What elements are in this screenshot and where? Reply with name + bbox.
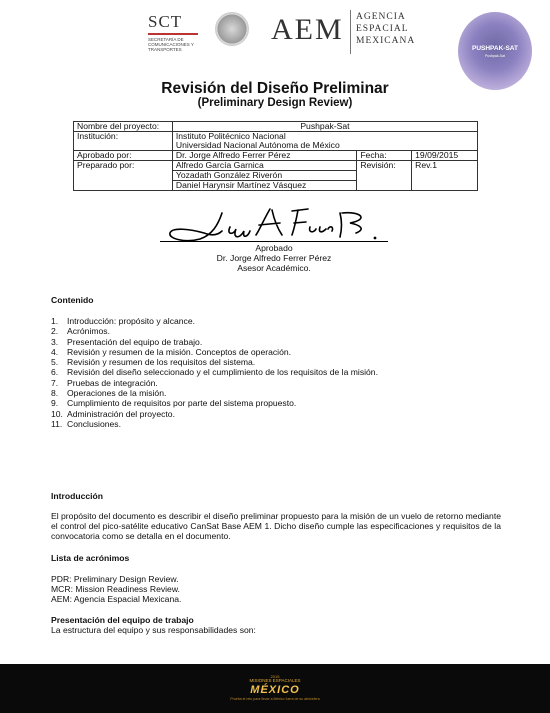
list-item-number: 4. [51,346,59,357]
list-item-text: Cumplimiento de requisitos por parte del sistema propuesto. [67,398,297,409]
pushpak-sat-badge-logo [458,12,532,90]
institution-label: Institución: [74,132,173,151]
approved-name: Dr. Jorge Alfredo Ferrer Pérez [216,253,332,263]
contents-list [51,316,378,429]
list-item-text: Conclusiones. [67,418,121,429]
prepared-3: Daniel Harynsir Martínez Vásquez [172,181,356,191]
list-item [51,316,378,326]
date-value: 19/09/2015 [412,151,478,161]
sct-acronym: SCT [148,12,183,31]
acronym-item: MCR: Mission Readiness Review. [51,584,180,594]
document-subtitle: (Preliminary Design Review) [197,97,353,109]
list-item-number: 6. [51,367,59,378]
footer-banner [0,664,550,713]
agency-line-1: AGENCIA [356,12,406,22]
list-item-number: 5. [51,357,59,368]
badge-text: PUSHPAK-SAT [472,45,518,52]
table-row [74,151,478,161]
project-value: Pushpak-Sat [172,122,477,132]
list-item-text: Revisión del diseño seleccionado y el cumplimiento de los requisitos de la misión. [67,367,378,378]
footer-brand: MÉXICO [250,684,300,696]
acronym-item: AEM: Agencia Espacial Mexicana. [51,594,182,604]
footer-tagline: Prueba el reto para llevar a México fuera de su atmósfera [230,697,320,701]
list-item [51,388,378,398]
list-item-text: Administración del proyecto. [67,408,175,419]
table-row [74,122,478,132]
approved-caption: Aprobado [255,243,293,253]
mexico-seal-icon [215,12,249,46]
list-item-number: 11. [51,418,63,429]
acronym-item: PDR: Preliminary Design Review. [51,574,179,584]
agency-line-3: MEXICANA [356,36,416,46]
institution-2: Universidad Nacional Autónoma de México [175,140,340,150]
footer-missions: MISIONES ESPACIALES [249,678,301,683]
list-item-text: Presentación del equipo de trabajo. [67,336,203,347]
list-item-text: Acrónimos. [67,326,110,337]
list-item [51,409,378,419]
list-item [51,419,378,429]
team-paragraph: La estructura del equipo y sus responsabilidades son: [51,625,256,635]
footer-year: 2015 [270,674,280,679]
intro-paragraph: El propósito del documento es describir el diseño preliminar propuesto para la misión de un vuelo de retorno mediante el control del pico-satélite educativo CanSat Base AEM 1. Dicho diseño cumple las especificaciones y requisitos de la convocatoria como se detalla en el documento. [51,511,501,542]
list-item-number: 2. [51,326,59,337]
approved-role: Asesor Académico. [237,263,311,273]
list-item-number: 1. [51,316,59,326]
revision-value: Rev.1 [412,161,478,191]
institution-1: Instituto Politécnico Nacional [175,131,286,141]
list-item [51,398,378,408]
agency-name [356,11,415,47]
list-item [51,337,378,347]
intro-heading: Introducción [51,491,104,501]
prepared-label: Preparado por: [74,161,173,191]
prepared-1: Alfredo García Garnica [172,161,356,171]
badge-sub: Pushpak-Sat [484,54,506,58]
list-item [51,367,378,377]
signature-line [160,241,388,242]
list-item-number: 7. [51,377,59,388]
list-item [51,326,378,336]
list-item-text: Pruebas de integración. [67,377,158,388]
list-item-text: Operaciones de la misión. [67,388,167,399]
table-row [74,161,478,171]
list-item-number: 10. [51,408,63,419]
list-item-number: 3. [51,336,59,347]
list-item-text: Revisión y resumen de los requisitos del sistema. [67,357,256,368]
list-item [51,378,378,388]
approved-label: Aprobado por: [74,151,173,161]
list-item [51,347,378,357]
sct-logo [148,12,218,52]
sct-name: SECRETARÍA DE COMUNICACIONES Y TRANSPORTES [148,37,194,52]
approved-value: Dr. Jorge Alfredo Ferrer Pérez [172,151,356,161]
contents-heading: Contenido [51,295,94,305]
table-row [74,132,478,151]
revision-label: Revisión: [357,161,412,191]
list-item-number: 8. [51,388,59,399]
document-title: Revisión del Diseño Preliminar [161,80,389,97]
list-item [51,357,378,367]
institution-value [172,132,477,151]
aem-logo-text: AEM [271,13,344,46]
aem-divider [350,10,351,54]
sct-rule [148,33,198,35]
prepared-2: Yozadath González Riverón [172,171,356,181]
list-item-number: 9. [51,398,59,409]
project-label: Nombre del proyecto: [74,122,173,132]
list-item-text: Revisión y resumen de la misión. Conceptos de operación. [67,346,292,357]
agency-line-2: ESPACIAL [356,24,409,34]
list-item-text: Introducción: propósito y alcance. [67,316,196,326]
project-info-table [73,121,478,191]
acronyms-heading: Lista de acrónimos [51,553,130,563]
date-label: Fecha: [357,151,412,161]
team-heading: Presentación del equipo de trabajo [51,615,194,625]
